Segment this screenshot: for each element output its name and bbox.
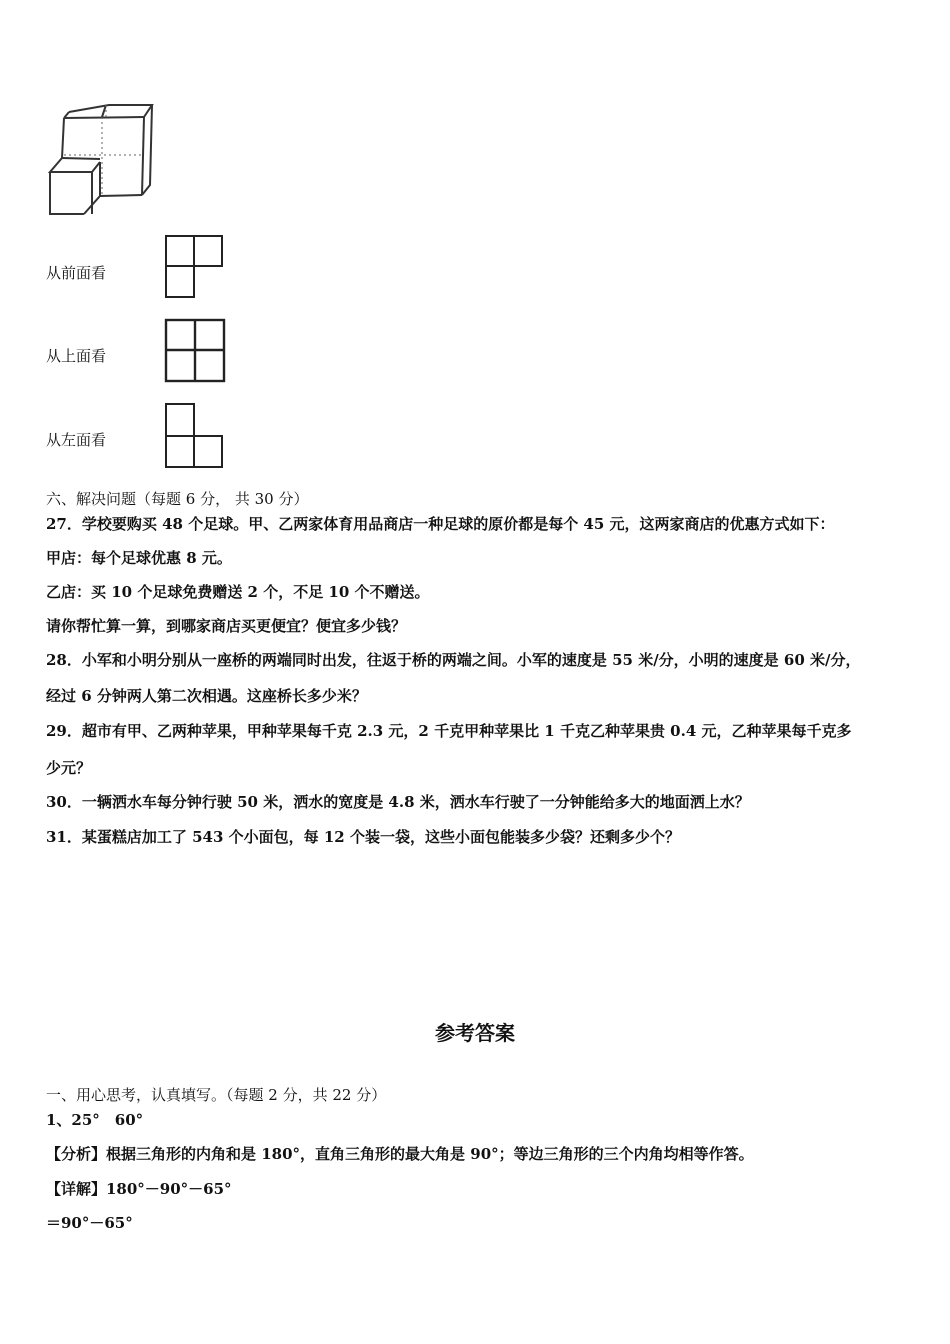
question-27-ask: 请你帮忙算一算，到哪家商店买更便宜？便宜多少钱？ [46, 617, 407, 635]
question-31: 31．某蛋糕店加工了 543 个小面包，每 12 个装一袋，这些小面包能装多少袋？还剩多少个？ [46, 828, 680, 846]
question-27: 27．学校要购买 48 个足球。甲、乙两家体育用品商店一种足球的原价都是每个 45 元，这两家商店的优惠方式如下： [46, 515, 835, 533]
question-29-line1: 29．超市有甲、乙两种苹果，甲种苹果每千克 2.3 元，2 千克甲种苹果比 1 千克乙种苹果贵 0.4 元，乙种苹果每千克多 [46, 722, 852, 740]
top-view-label: 从上面看 [46, 347, 107, 365]
answer-1-detail: 【详解】180°－90°－65° [46, 1180, 232, 1198]
answer-1-step: ＝90°－65° [46, 1214, 133, 1232]
section-6-heading: 六、解决问题（每题 6 分， 共 30 分） [46, 490, 309, 508]
answers-section-1-heading: 一、用心思考，认真填写。（每题 2 分，共 22 分） [46, 1086, 387, 1104]
question-27-shop-a: 甲店：每个足球优惠 8 元。 [46, 549, 232, 567]
answer-1-analysis: 【分析】根据三角形的内角和是 180°，直角三角形的最大角是 90°；等边三角形的三个内角均相等作答。 [46, 1145, 754, 1163]
question-27-shop-b: 乙店：买 10 个足球免费赠送 2 个，不足 10 个不赠送。 [46, 583, 430, 601]
front-view-figure [164, 234, 226, 300]
question-28-line1: 28．小军和小明分别从一座桥的两端同时出发，往返于桥的两端之间。小军的速度是 55 米/分，小明的速度是 60 米/分， [46, 651, 861, 669]
front-view-label: 从前面看 [46, 264, 107, 282]
answers-title: 参考答案 [435, 1021, 515, 1045]
question-28-line2: 经过 6 分钟两人第二次相遇。这座桥长多少米？ [46, 687, 367, 705]
cube-figure [44, 100, 159, 220]
top-view-figure [164, 318, 228, 384]
left-view-figure [164, 402, 226, 470]
question-29-line2: 少元？ [46, 759, 92, 777]
left-view-label: 从左面看 [46, 431, 107, 449]
answer-1: 1、25° 60° [46, 1111, 144, 1129]
question-30: 30．一辆洒水车每分钟行驶 50 米，洒水的宽度是 4.8 米，洒水车行驶了一分钟能给多大的地面洒上水？ [46, 793, 750, 811]
